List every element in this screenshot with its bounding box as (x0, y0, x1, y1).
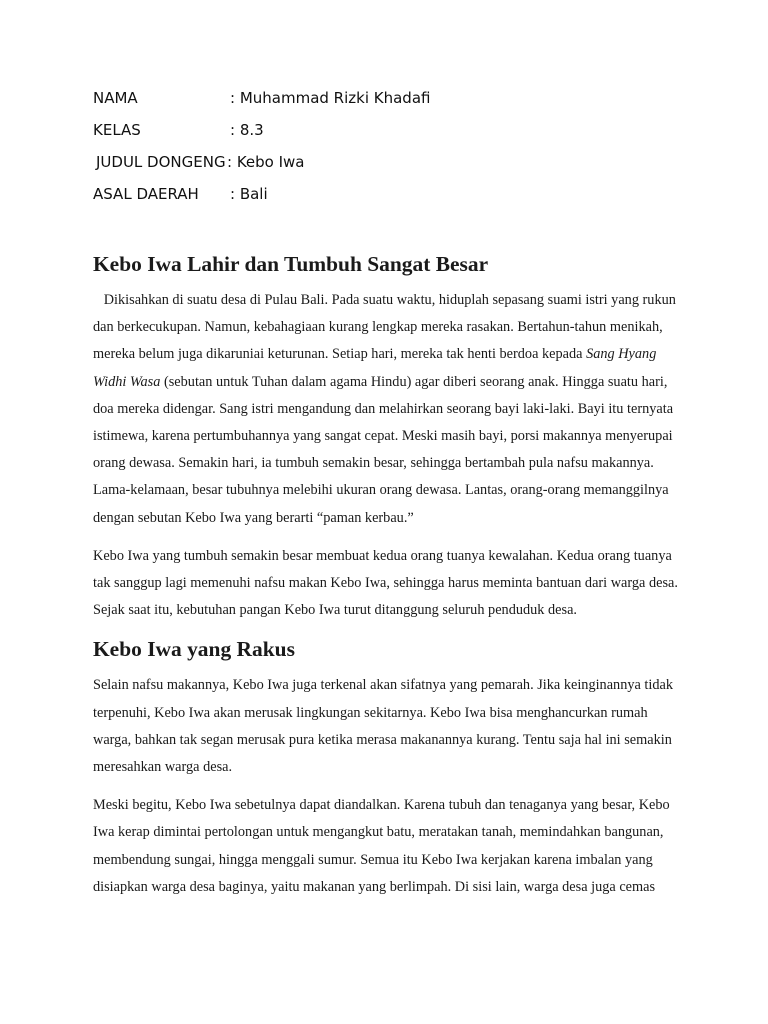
paragraph (93, 287, 683, 532)
italic-term: Sang Hyang (586, 346, 657, 363)
info-label: ASAL DAERAH (93, 185, 199, 203)
text-line: istimewa, karena pertumbuhannya yang sangat cepat. Meski masih bayi, porsi makannya menyerupai (93, 428, 673, 445)
text-line: dengan sebutan Kebo Iwa yang berarti “paman kerbau.” (93, 509, 414, 526)
text-run: (sebutan untuk Tuhan dalam agama Hindu) agar diberi seorang anak. Hingga suatu hari, (163, 373, 668, 390)
text-line: terpenuhi, Kebo Iwa akan merusak lingkungan sekitarnya. Kebo Iwa bisa menghancurkan rumah (93, 704, 648, 721)
text-line: Dikisahkan di suatu desa di Pulau Bali. Pada suatu waktu, hiduplah sepasang suami istri yang rukun (93, 292, 676, 308)
text-line: orang dewasa. Semakin hari, ia tumbuh semakin besar, sehingga bertambah pula nafsu makannya. (93, 455, 654, 472)
text-line: doa mereka didengar. Sang istri mengandung dan melahirkan seorang bayi laki-laki. Bayi itu ternyata (93, 400, 674, 417)
paragraph (93, 543, 683, 625)
text-line: Sejak saat itu, kebutuhan pangan Kebo Iwa turut ditanggung seluruh penduduk desa. (93, 602, 577, 619)
paragraph (93, 672, 683, 781)
section-heading: Kebo Iwa Lahir dan Tumbuh Sangat Besar (93, 252, 489, 276)
info-value: : Kebo Iwa (227, 153, 305, 171)
italic-term: Widhi Wasa (93, 373, 161, 390)
info-label: JUDUL DONGENG (96, 153, 226, 171)
text-line: disiapkan warga desa baginya, yaitu makanan yang berlimpah. Di sisi lain, warga desa juga cemas (93, 878, 656, 895)
section-heading: Kebo Iwa yang Rakus (93, 637, 295, 662)
text-line: warga, bahkan tak segan merusak pura ketika merasa makanannya kurang. Tentu saja hal ini semakin (93, 731, 672, 748)
info-value: : 8.3 (230, 121, 264, 139)
text-line: Selain nafsu makannya, Kebo Iwa juga terkenal akan sifatnya yang pemarah. Jika keinginannya tidak (93, 677, 674, 694)
info-label: NAMA (93, 89, 138, 107)
text-line (93, 341, 683, 368)
text-line: Kebo Iwa yang tumbuh semakin besar membuat kedua orang tuanya kewalahan. Kedua orang tuanya (93, 547, 672, 564)
text-line: meresahkan warga desa. (93, 759, 233, 776)
text-line (93, 369, 683, 396)
info-label: KELAS (93, 121, 141, 139)
info-value: : Muhammad Rizki Khadafi (230, 89, 431, 107)
text-run: mereka belum juga dikaruniai keturunan. Setiap hari, mereka tak henti berdoa kepada (93, 346, 587, 363)
text-line: Lama-kelamaan, besar tubuhnya melebihi ukuran orang dewasa. Lantas, orang-orang memanggilnya (93, 482, 669, 499)
text-line: Iwa kerap dimintai pertolongan untuk mengangkut batu, meratakan tanah, memindahkan bangunan, (93, 824, 664, 841)
paragraph (93, 792, 683, 901)
info-value: : Bali (230, 185, 268, 203)
text-line: dan berkecukupan. Namun, kebahagiaan kurang lengkap mereka rasakan. Bertahun-tahun menikah, (93, 319, 663, 336)
text-line: tak sanggup lagi memenuhi nafsu makan Kebo Iwa, sehingga harus meminta bantuan dari warga desa. (93, 575, 678, 592)
text-line: Meski begitu, Kebo Iwa sebetulnya dapat diandalkan. Karena tubuh dan tenaganya yang besar, Kebo (93, 797, 670, 814)
story-body (93, 250, 683, 901)
text-line: membendung sungai, hingga menggali sumur. Semua itu Kebo Iwa kerjakan karena imbalan yang (93, 851, 653, 868)
